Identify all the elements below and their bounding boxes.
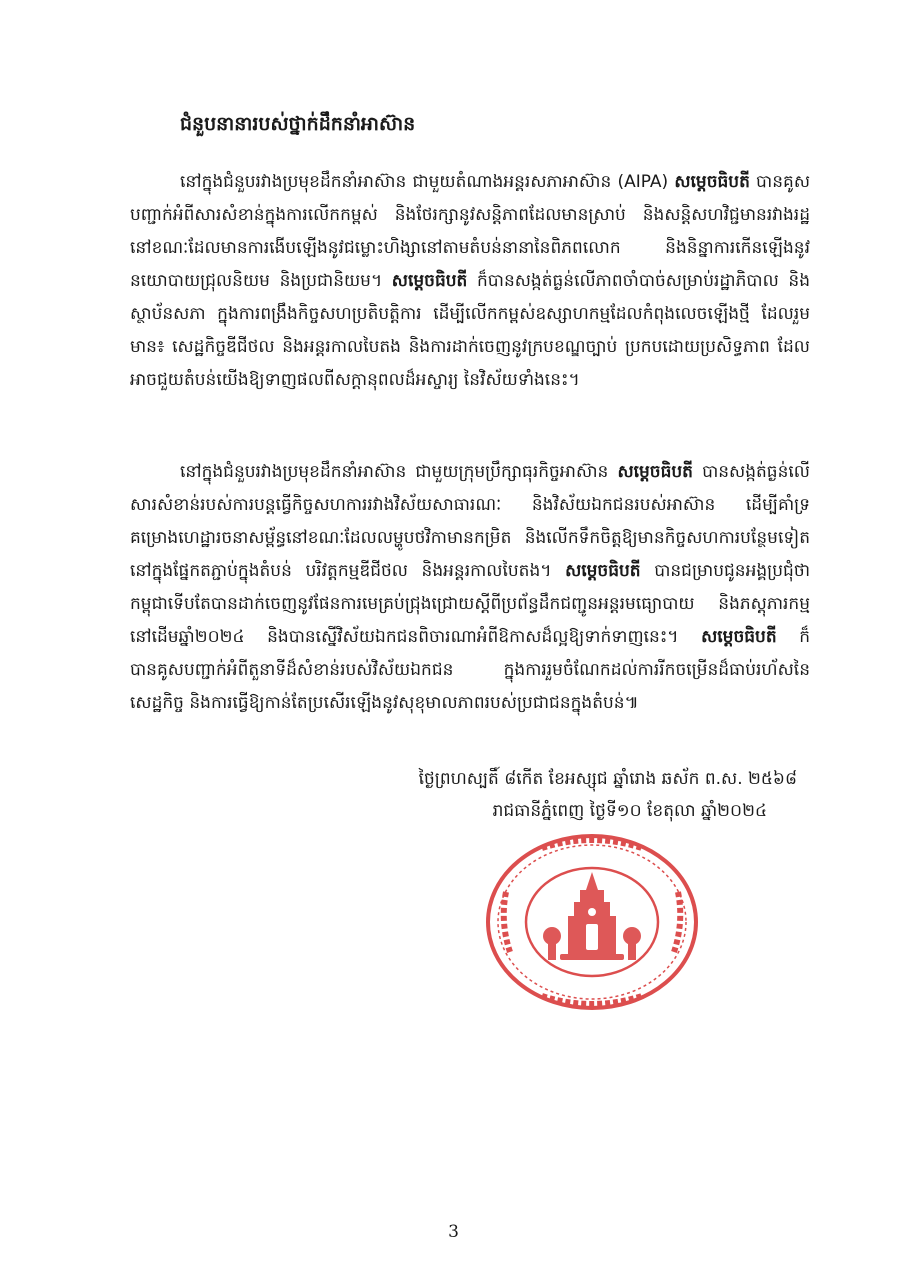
paragraph-text: បានជម្រាបជូនអង្គប្រជុំថា កម្ពុជាទើបតែបានដាក់ចេញនូវផែនការមេគ្រប់ជ្រុងជ្រោយស្តីពីប្រព័ន្ធដឹកជញ្ជូនអន្តរមធ្យោបាយ និងភស្តុភារកម្ម នៅដើមឆ្នាំ២០២៤ និងបានស្នើវិស័យឯកជនពិចារណាអំពីឱកាសដ៏ល្អឱ្យទាក់ទាញនេះ។ xyxy=(130,561,811,647)
bold-title: សម្តេចធិបតី xyxy=(565,561,641,581)
bold-title: សម្តេចធិបតី xyxy=(617,462,693,482)
emblem-parasol-right xyxy=(628,942,636,960)
bold-title: សម្តេចធិបតី xyxy=(674,172,750,192)
paragraph-text: នៅក្នុងជំនួបរវាងប្រមុខដឹកនាំអាស៊ាន ជាមួយតំណាងអន្តរសភាអាស៊ាន (AIPA) xyxy=(180,172,675,192)
bold-title: សម្តេចធិបតី xyxy=(391,271,468,291)
bold-title: សម្តេចធិបតី xyxy=(701,627,777,647)
page-number: 3 xyxy=(448,1222,459,1242)
paragraph-aipa-meeting xyxy=(130,166,810,397)
official-seal xyxy=(482,832,702,1012)
paragraph-text: ក៏បានគូសបញ្ជាក់អំពីតួនាទីដ៏សំខាន់របស់វិស័យឯកជន ក្នុងការរួមចំណែកដល់ការរីកចម្រើនដ៏ធាប់រហ័សនៃសេដ្ឋកិច្ច និងការធ្វើឱ្យកាន់តែប្រសើរឡើងនូវសុខុមាលភាពរបស់ប្រជាជនក្នុងតំបន់៕ xyxy=(130,627,811,713)
paragraph-text: បានគូសបញ្ជាក់អំពីសារសំខាន់ក្នុងការលើកកម្ពស់ និងថែរក្សានូវសន្តិភាពដែលមានស្រាប់ និងសន្តិសហវិជ្ជមានរវាងរដ្ឋ នៅខណៈដែលមានការងើបឡើងនូវជម្លោះហិង្សានៅតាមតំបន់នានានៃពិភពលោក និងនិន្នាការកើនឡើងនូវនយោបាយជ្រុលនិយម និងប្រជានិយម។ xyxy=(130,172,811,291)
emblem-parasol-left xyxy=(548,942,556,960)
paragraph-text: នៅក្នុងជំនួបរវាងប្រមុខដឹកនាំអាស៊ាន ជាមួយក្រុមប្រឹក្សាធុរកិច្ចអាស៊ាន xyxy=(180,462,618,482)
paragraph-text: បានសង្កត់ធ្ងន់លើសារសំខាន់របស់ការបន្តធ្វើកិច្ចសហការរវាងវិស័យសាធារណៈ និងវិស័យឯកជនរបស់អាស៊ាន ដើម្បីគាំទ្រគម្រោងហេដ្ឋារចនាសម្ព័ន្ធនៅខណៈដែលលម្ហូបថវិកាមានកម្រិត និងលើកទឹកចិត្តឱ្យមានកិច្ចសហការបន្ថែមទៀតនៅក្នុងផ្នែកតភ្ជាប់ក្នុងតំបន់ បរិវត្តកម្មឌីជីថល និងអន្តរកាលបៃតង។ xyxy=(130,462,810,581)
paragraph-text: ក៏បានសង្កត់ធ្ងន់លើភាពចាំបាច់សម្រាប់រដ្ឋាភិបាល និងស្ថាប័នសភា ក្នុងការពង្រឹងកិច្ចសហប្រតិបត្តិការ ដើម្បីលើកកម្ពស់ឧស្សាហកម្មដែលកំពុងលេចឡើងថ្មី ដែលរួមមាន៖ សេដ្ឋកិច្ចឌីជីថល និងអន្តរកាលបៃតង និងការដាក់ចេញនូវក្របខណ្ឌច្បាប់ ប្រកបដោយប្រសិទ្ធភាព ដែលអាចជួយតំបន់យើងឱ្យទាញផលពីសក្តានុពលដ៏អស្ចារ្យ នៃវិស័យទាំងនេះ។ xyxy=(130,271,810,390)
emblem-base xyxy=(560,954,624,960)
paragraph-business-council-meeting xyxy=(130,456,810,720)
section-heading: ជំនួបនានារបស់ថ្នាក់ដឹកនាំអាស៊ាន xyxy=(180,113,416,135)
solar-date-line: រាជធានីភ្នំពេញ ថ្ងៃទី១០ ខែតុលា ឆ្នាំ២០២៤ xyxy=(492,801,767,821)
lunar-date-line: ថ្ងៃព្រហស្បតិ៍ ៨កើត ខែអស្សុជ ឆ្នាំរោង ឆស័ក ព.ស. ២៥៦៨ xyxy=(418,769,797,789)
